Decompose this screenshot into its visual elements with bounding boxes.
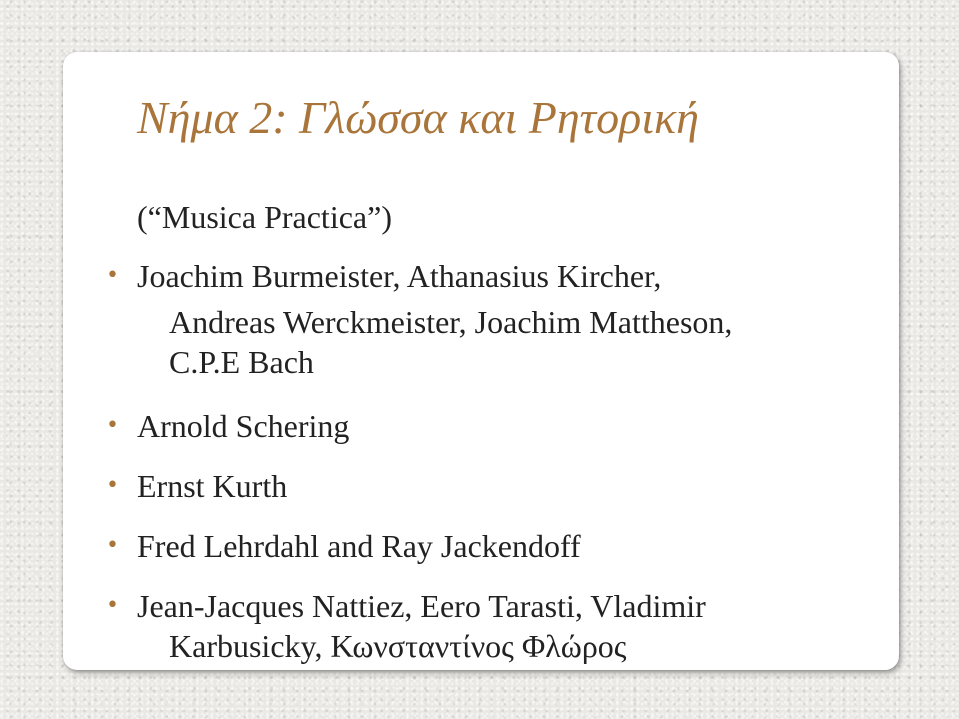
bullet-line: Andreas Werckmeister, Joachim Mattheson, (169, 304, 733, 340)
bullet-line: Arnold Schering (137, 408, 350, 444)
bullet-icon: • (106, 533, 119, 558)
intro-line: (“Musica Practica”) (137, 199, 392, 235)
bullet-line: Joachim Burmeister, Athanasius Kircher, (137, 258, 662, 294)
bullet-line: Karbusicky, Κωνσταντίνος Φλώρος (169, 628, 627, 664)
bullet-line: Fred Lehrdahl and Ray Jackendoff (137, 528, 581, 564)
bullet-icon: • (106, 413, 119, 438)
bullet-item-lerdahl-jackendoff (106, 526, 581, 566)
bullet-line: Ernst Kurth (137, 468, 288, 504)
bullet-item-semioticians (106, 586, 706, 666)
bullet-icon: • (106, 473, 119, 498)
bullet-item-schering (106, 406, 350, 446)
bullet-line: Jean-Jacques Nattiez, Eero Tarasti, Vladimir (137, 588, 706, 624)
bullet-item-kurth (106, 466, 288, 506)
bullet-icon: • (106, 263, 119, 288)
bullet-line: C.P.E Bach (169, 344, 314, 380)
slide-title: Νήμα 2: Γλώσσα και Ρητορική (137, 92, 699, 143)
bullet-item-baroque-theorists (106, 256, 733, 382)
bullet-icon: • (106, 593, 119, 618)
